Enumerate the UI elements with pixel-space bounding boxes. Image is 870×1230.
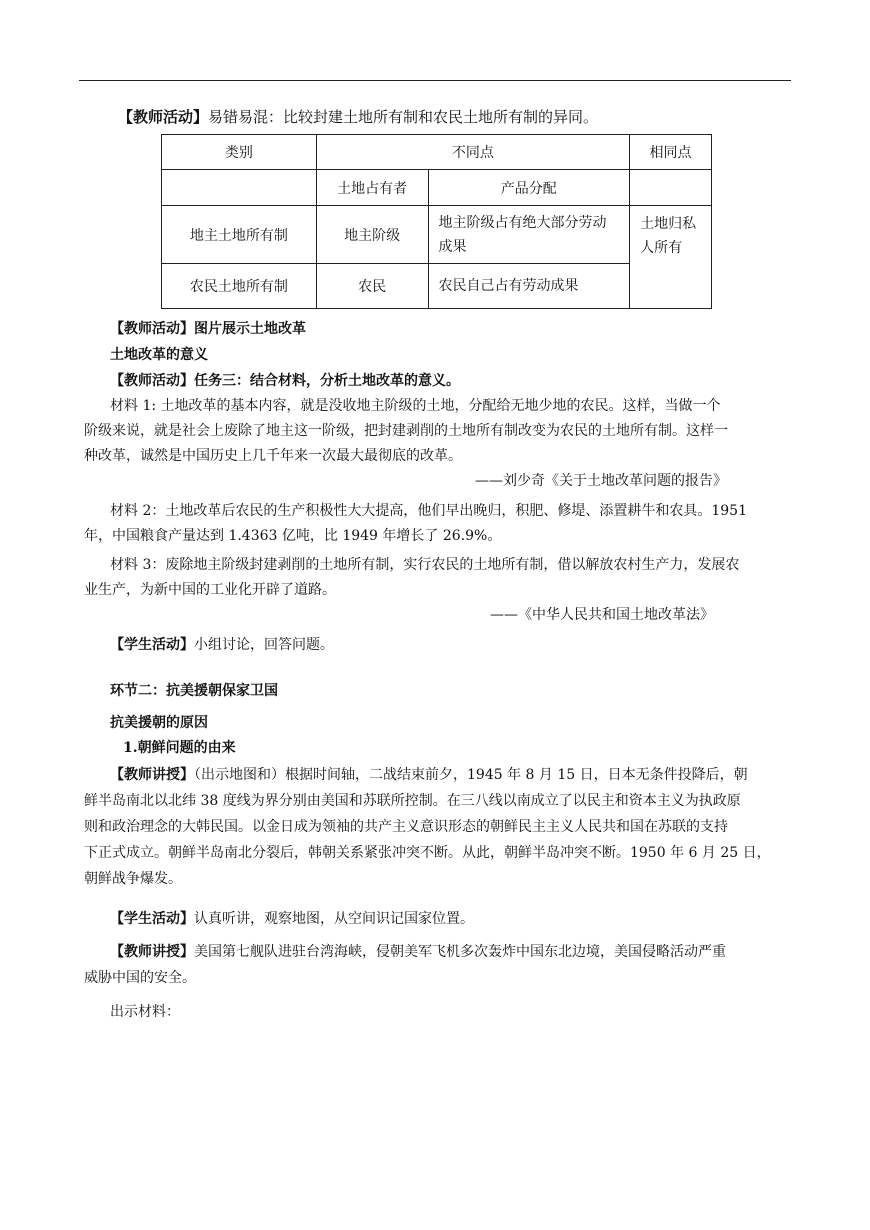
row-distribution: 地主阶级占有绝大部分劳动成果 [428,206,630,264]
material-1-line: 阶级来说，就是社会上废除了地主这一阶级，把封建剥削的土地所有制改变为农民的土地所有制。这样一 [84,423,728,439]
material-1-line: 种改革，诚然是中国历史上几千年来一次最大最彻底的改革。 [84,448,462,464]
student-text: 小组讨论，回答问题。 [194,637,334,653]
section-title: 环节二：抗美援朝保家卫国 [110,683,278,699]
section-heading: 土地改革的意义 [110,347,208,363]
point-heading: 1.朝鲜问题的由来 [123,740,236,756]
lecture-2-line [110,944,726,961]
row-category: 地主土地所有制 [162,206,317,264]
student-activity-1 [110,634,334,654]
header-differences: 不同点 [316,135,629,170]
material-3-line: 材料 3：废除地主阶级封建剥削的土地所有制，实行农民的土地所有制，借以解放农村生产力，发展农 [110,557,740,573]
lecture-text: （出示地图和）根据时间轴，二战结束前夕，1945 年 8 月 15 日，日本无条件投降后，朝 [194,767,748,783]
student-tag: 【学生活动】 [110,637,194,653]
header-category: 类别 [162,135,317,170]
activity-line [110,370,460,390]
subheader-owner: 土地占有者 [316,170,428,206]
activity-text: 图片展示土地改革 [194,321,306,337]
common-cell: 土地归私人所有 [630,206,712,309]
row-owner: 地主阶级 [316,206,428,264]
activity-tag: 【教师活动】 [110,373,194,389]
material-3-line: 业生产，为新中国的工业化开辟了道路。 [84,582,336,598]
closing-text: 出示材料： [110,1004,180,1020]
student-tag: 【学生活动】 [110,911,194,927]
activity-line [110,318,306,338]
header-similarities: 相同点 [630,135,712,170]
material-1-line: 材料 1: 土地改革的基本内容，就是没收地主阶级的土地，分配给无地少地的农民。这样，当做一个 [110,398,721,414]
lecture-1-line: 鲜半岛南北以北纬 38 度线为界分别由美国和苏联所控制。在三八线以南成立了以民主和资本主义为执政原 [84,793,741,809]
intro-tag: 【教师活动】 [118,108,209,126]
lecture-2-line: 威胁中国的安全。 [84,970,196,986]
comparison-table [161,134,712,309]
lecture-tag: 【教师讲授】 [110,767,194,783]
intro-text: 易错易混：比较封建土地所有制和农民土地所有制的异同。 [208,108,599,126]
lecture-1-line: 下正式成立。朝鲜半岛南北分裂后，韩朝关系紧张冲突不断。从此，朝鲜半岛冲突不断。1950 年 6 月 25 日， [84,845,771,861]
subheader-empty [162,170,317,206]
material-2-line: 年，中国粮食产量达到 1.4363 亿吨，比 1949 年增长了 26.9%。 [84,528,502,544]
row-category: 农民土地所有制 [162,264,317,309]
lecture-1-line [110,767,748,784]
student-text: 认真听讲，观察地图，从空间识记国家位置。 [194,911,474,927]
student-activity-2 [110,911,474,928]
lecture-1-line: 则和政治理念的大韩民国。以金日成为领袖的共产主义意识形态的朝鲜民主主义人民共和国在苏联的支持 [84,819,728,835]
section-subtitle: 抗美援朝的原因 [110,715,208,731]
intro-line [118,106,598,127]
subheader-distribution: 产品分配 [428,170,630,206]
table-header-row [162,135,712,170]
header-rule [79,80,791,81]
row-distribution: 农民自己占有劳动成果 [428,264,630,309]
lecture-1-line: 朝鲜战争爆发。 [84,871,182,887]
material-3-source: ——《中华人民共和国土地改革法》 [490,607,714,623]
row-owner: 农民 [316,264,428,309]
table-row [162,264,712,309]
lecture-tag: 【教师讲授】 [110,944,194,960]
activity-text: 任务三：结合材料，分析土地改革的意义。 [194,373,460,389]
table-subheader-row [162,170,712,206]
subheader-empty-2 [630,170,712,206]
table-row [162,206,712,264]
material-1-source: ——刘少奇《关于土地改革问题的报告》 [475,473,727,489]
material-2-line: 材料 2：土地改革后农民的生产积极性大大提高，他们早出晚归，积肥、修堤、添置耕牛和农具。1951 [110,503,747,519]
lecture-text: 美国第七舰队进驻台湾海峡，侵朝美军飞机多次轰炸中国东北边境，美国侵略活动严重 [194,944,726,960]
activity-tag: 【教师活动】 [110,321,194,337]
